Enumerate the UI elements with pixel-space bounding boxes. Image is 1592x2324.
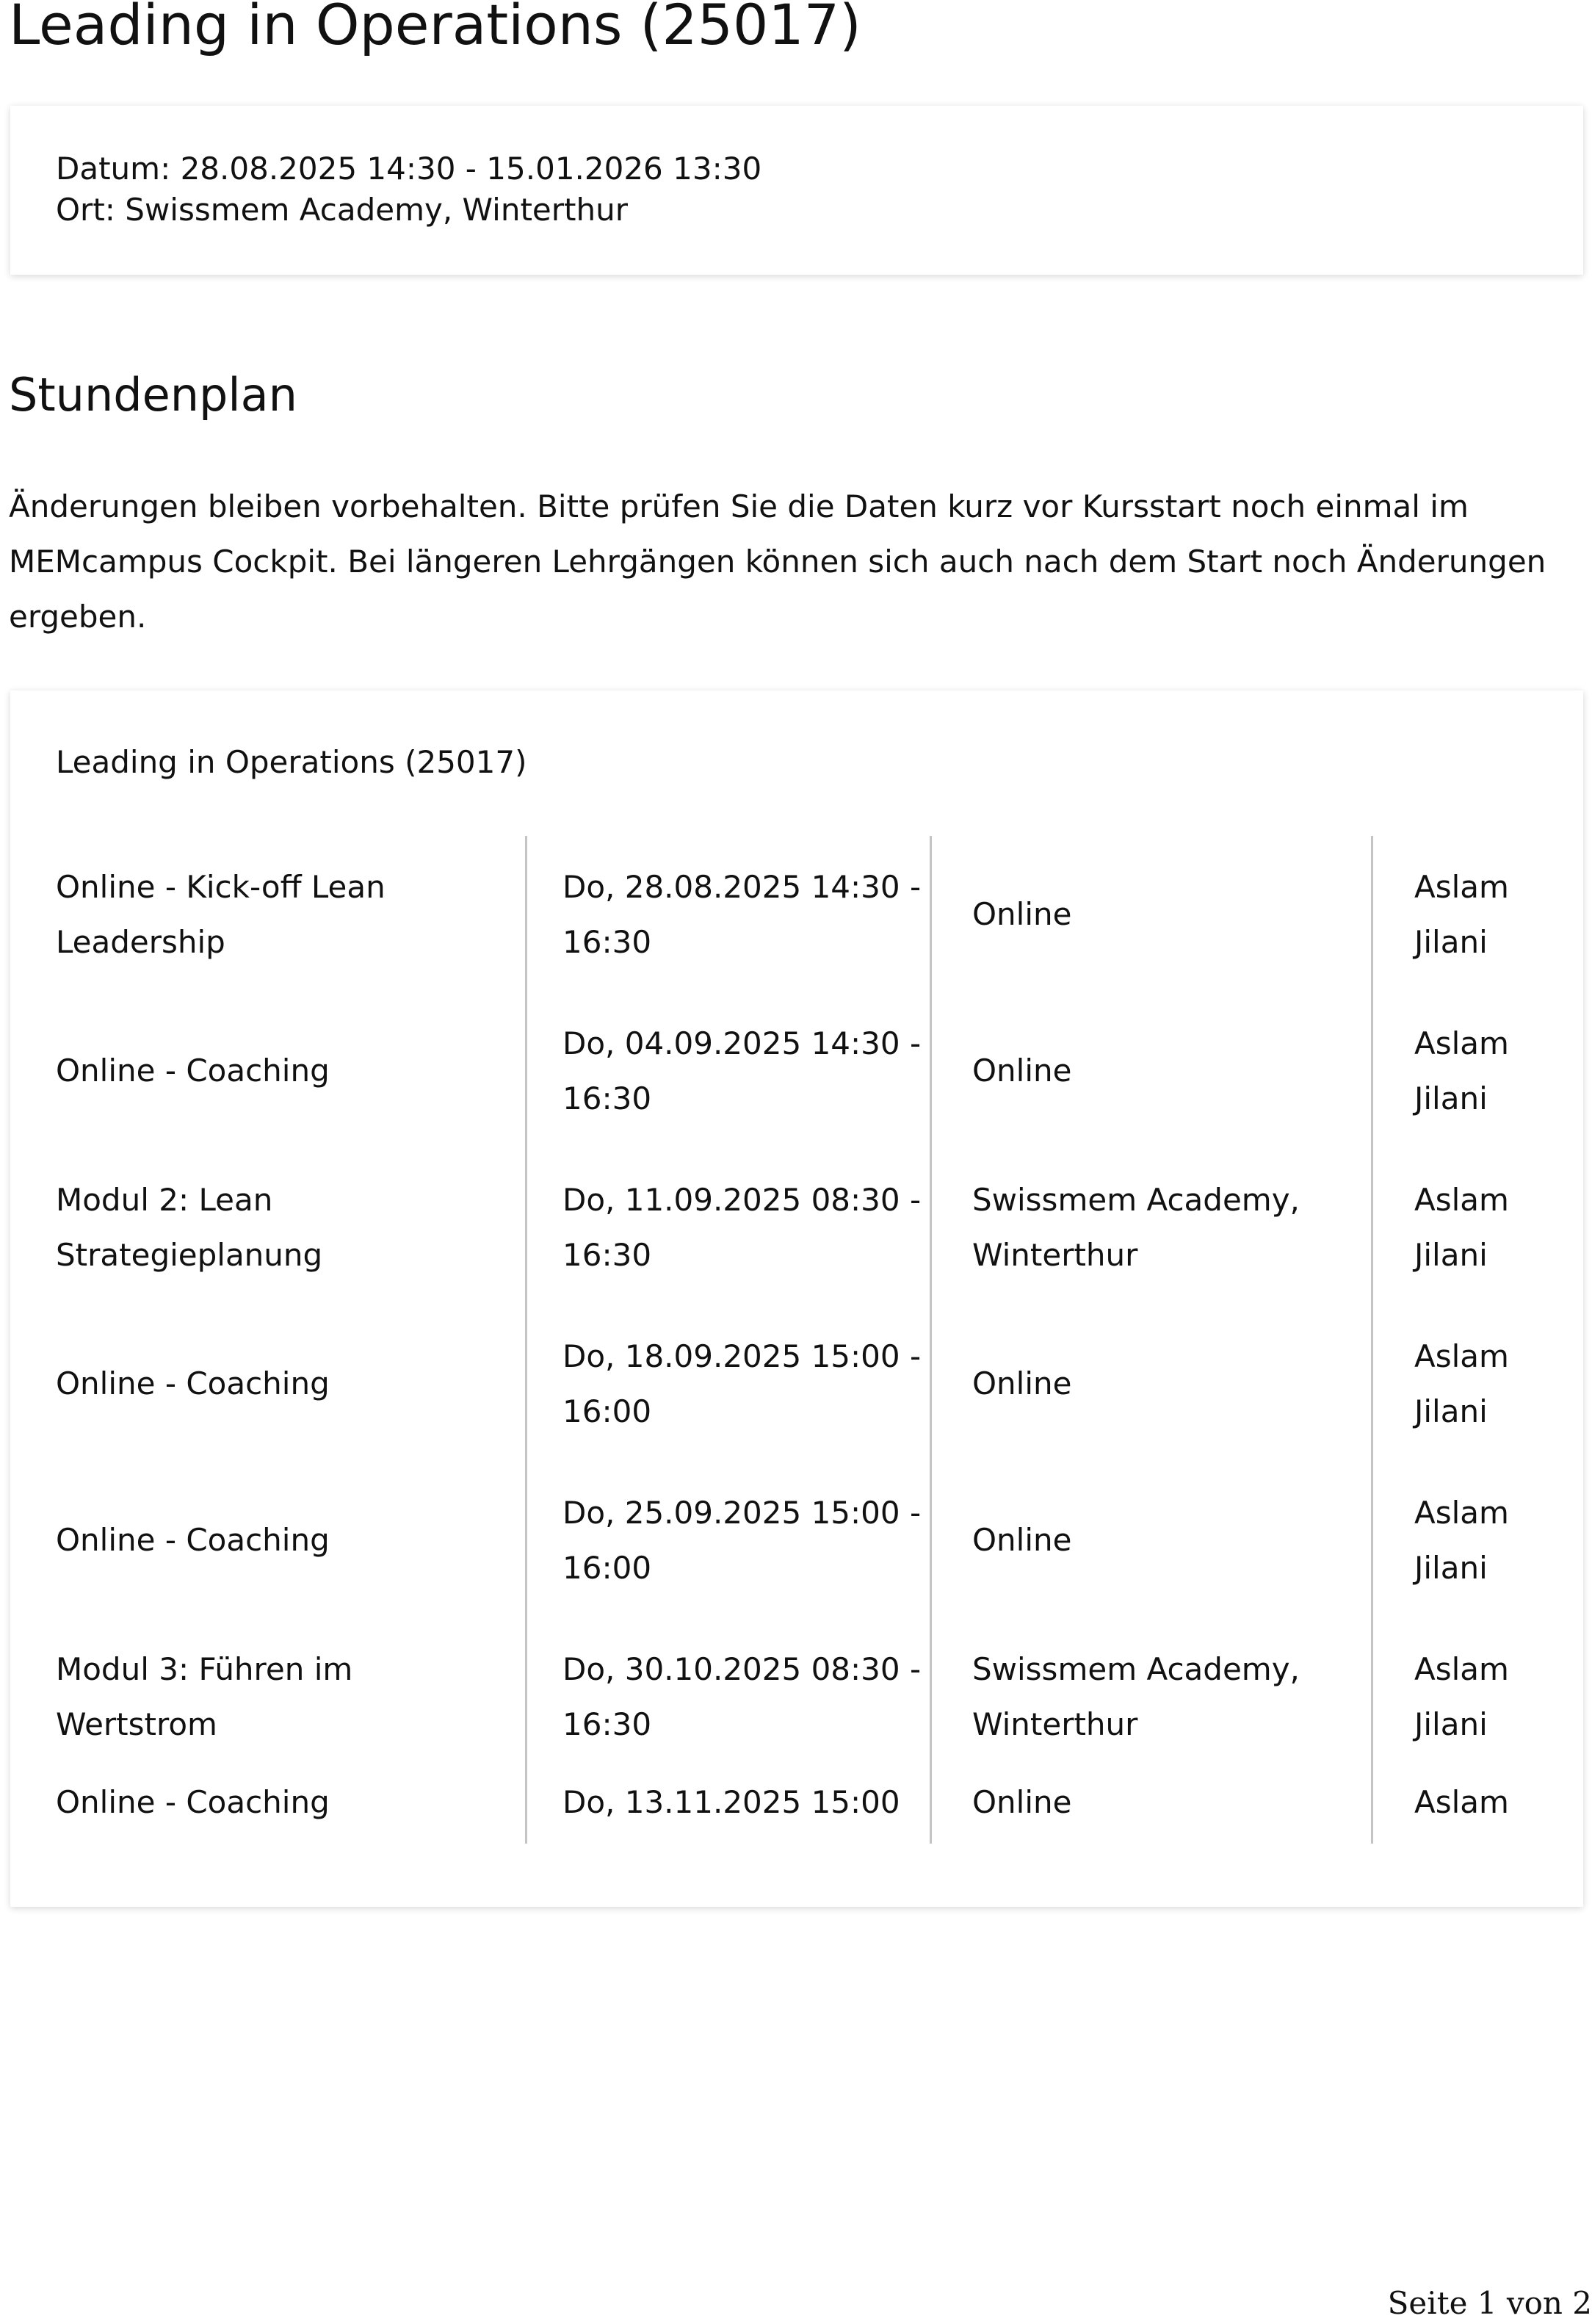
session-trainer-cell: Aslam Jilani <box>1414 1338 1509 1429</box>
session-title-cell: Online - Coaching <box>56 1784 330 1820</box>
session-trainer-cell: Aslam Jilani <box>1414 1494 1509 1586</box>
session-place-cell: Online <box>972 1522 1072 1558</box>
session-date-cell: Do, 13.11.2025 15:00 <box>562 1784 900 1820</box>
session-date-cell: Do, 28.08.2025 14:30 - 16:30 <box>562 868 922 960</box>
session-date-cell: Do, 18.09.2025 15:00 - 16:00 <box>562 1338 922 1429</box>
session-title-cell: Online - Kick-off Lean Leadership <box>56 868 386 960</box>
table-row <box>56 836 1583 992</box>
session-title-cell: Online - Coaching <box>56 1365 330 1401</box>
schedule-card-title: Leading in Operations (25017) <box>56 744 527 780</box>
session-place-cell: Online <box>972 1365 1072 1401</box>
course-info-card <box>10 106 1583 275</box>
table-row <box>56 992 1583 1149</box>
session-trainer-cell: Aslam Jilani <box>1414 1025 1509 1116</box>
session-date-cell: Do, 04.09.2025 14:30 - 16:30 <box>562 1025 922 1116</box>
session-place-cell: Swissmem Academy, Winterthur <box>972 1650 1300 1742</box>
schedule-notice: Änderungen bleiben vorbehalten. Bitte prüfen Sie die Daten kurz vor Kursstart noch einmal im MEMcampus Cockpit. Bei längeren Lehrgängen können sich auch nach dem Start noch Änderungen ergeben. <box>9 488 1546 635</box>
session-title-cell: Online - Coaching <box>56 1522 330 1558</box>
course-location: Ort: Swissmem Academy, Winterthur <box>56 192 628 228</box>
session-date-cell: Do, 30.10.2025 08:30 - 16:30 <box>562 1650 922 1742</box>
page-number: Seite 1 von 2 <box>1387 2285 1592 2321</box>
page-title: Leading in Operations (25017) <box>9 0 861 57</box>
session-place-cell: Online <box>972 1053 1072 1089</box>
session-title-cell: Modul 3: Führen im Wertstrom <box>56 1650 353 1742</box>
session-place-cell: Swissmem Academy, Winterthur <box>972 1181 1300 1273</box>
session-trainer-cell: Aslam Jilani <box>1414 1650 1509 1742</box>
session-place-cell: Online <box>972 1784 1072 1820</box>
table-row <box>56 1618 1583 1775</box>
session-trainer-cell: Aslam Jilani <box>1414 1181 1509 1273</box>
table-row <box>56 1462 1583 1618</box>
session-trainer-cell: Aslam Jilani <box>1414 868 1509 960</box>
session-trainer-cell: Aslam <box>1414 1784 1509 1820</box>
session-date-cell: Do, 25.09.2025 15:00 - 16:00 <box>562 1494 922 1586</box>
table-row <box>56 1305 1583 1462</box>
schedule-card <box>10 690 1583 1907</box>
table-row <box>56 1775 1583 1844</box>
session-date-cell: Do, 11.09.2025 08:30 - 16:30 <box>562 1181 922 1273</box>
session-place-cell: Online <box>972 896 1072 932</box>
schedule-table <box>56 836 1583 1844</box>
session-title-cell: Modul 2: Lean Strategieplanung <box>56 1181 323 1273</box>
session-title-cell: Online - Coaching <box>56 1053 330 1089</box>
section-title-stundenplan: Stundenplan <box>9 368 297 422</box>
course-date: Datum: 28.08.2025 14:30 - 15.01.2026 13:30 <box>56 151 762 187</box>
table-row <box>56 1149 1583 1305</box>
